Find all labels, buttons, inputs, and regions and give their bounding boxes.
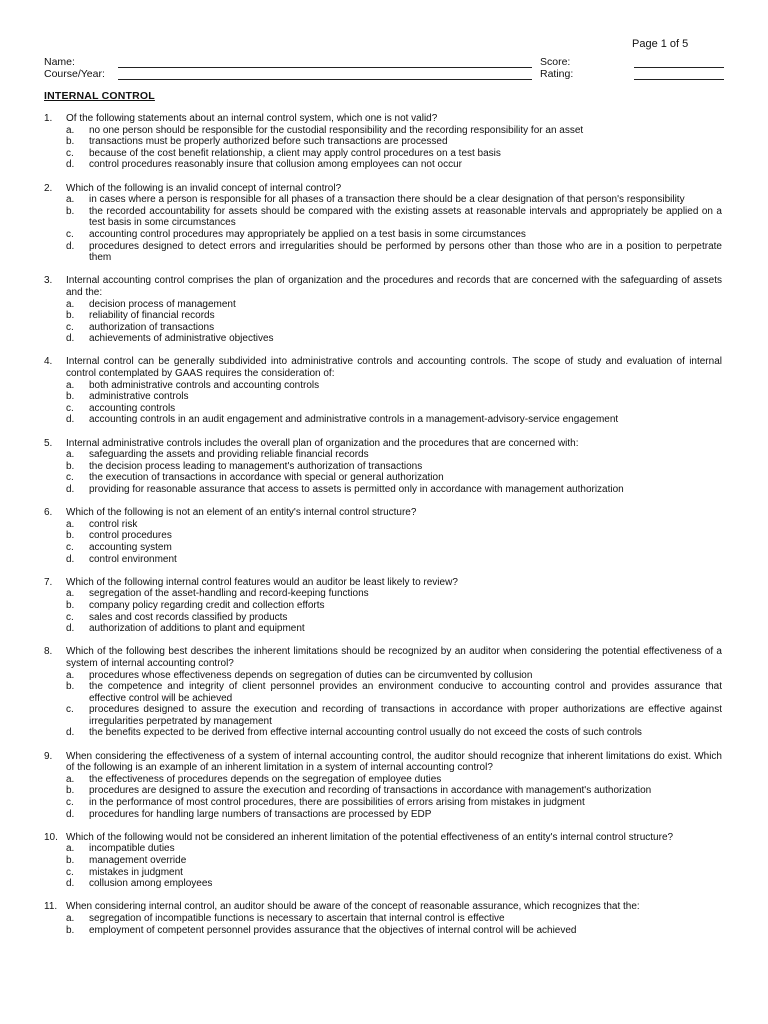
question-stem	[44, 577, 722, 589]
course-year-label: Course/Year:	[44, 68, 105, 80]
option-letter: a.	[66, 298, 75, 310]
option-text: because of the cost benefit relationship, a client may apply control procedures on a test basis	[89, 147, 501, 159]
option-letter: c.	[66, 704, 74, 716]
option-letter: b.	[66, 310, 75, 322]
option-text: authorization of additions to plant and equipment	[89, 623, 305, 635]
option-text: the competence and integrity of client personnel provides an environment conducive to accounting control and provides assurance that effective control will be achieved	[89, 681, 722, 704]
option-letter: d.	[66, 414, 75, 426]
answer-option	[44, 623, 722, 635]
option-text: procedures for handling large numbers of transactions are processed by EDP	[89, 808, 432, 820]
question-stem	[44, 275, 722, 298]
option-letter: b.	[66, 924, 75, 936]
question-text: When considering the effectiveness of a system of internal accounting control, the auditor should recognize that inherent limitations do exist. Which of the following is an example of an inherent limitation in a system of internal accounting control?	[66, 750, 722, 774]
question-9	[44, 751, 722, 821]
option-letter: c.	[66, 402, 74, 414]
question-list	[44, 113, 722, 936]
option-text: both administrative controls and accounting controls	[89, 379, 320, 391]
option-letter: a.	[66, 669, 75, 681]
answer-option	[44, 148, 722, 160]
option-letter: c.	[66, 228, 74, 240]
answer-option	[44, 867, 722, 879]
question-5	[44, 438, 722, 496]
option-letter: d.	[66, 727, 75, 739]
option-letter: a.	[66, 194, 75, 206]
option-letter: c.	[66, 472, 74, 484]
question-number: 2.	[44, 182, 53, 194]
option-text: the benefits expected to be derived from effective internal accounting control usually do not exceed the costs of such controls	[89, 727, 642, 739]
option-letter: b.	[66, 785, 75, 797]
option-text: the decision process leading to management's authorization of transactions	[89, 460, 423, 472]
option-text: company policy regarding credit and collection efforts	[89, 599, 325, 611]
option-text: in cases where a person is responsible for all phases of a transaction there should be a clear designation of that person's responsibility	[89, 194, 685, 206]
option-letter: b.	[66, 460, 75, 472]
answer-option	[44, 136, 722, 148]
question-text: When considering internal control, an auditor should be aware of the concept of reasonable assurance, which recognizes that the:	[66, 901, 640, 913]
question-text: Which of the following best describes the inherent limitations should be recognized by an auditor when considering the potential effectiveness of a system of internal accounting control?	[66, 646, 722, 669]
answer-option	[44, 519, 722, 531]
option-text: control environment	[89, 553, 177, 565]
answer-option	[44, 194, 722, 206]
answer-option	[44, 530, 722, 542]
option-letter: b.	[66, 530, 75, 542]
answer-option	[44, 299, 722, 311]
option-letter: c.	[66, 866, 74, 878]
option-letter: b.	[66, 391, 75, 403]
option-text: achievements of administrative objectives	[89, 333, 274, 345]
answer-option	[44, 774, 722, 786]
answer-option	[44, 681, 722, 704]
answer-option	[44, 159, 722, 171]
option-text: accounting control procedures may appropriately be applied on a test basis in some circumstances	[89, 228, 526, 240]
answer-option	[44, 322, 722, 334]
score-label: Score:	[540, 56, 571, 68]
question-number: 1.	[44, 113, 53, 124]
question-text: Which of the following is not an element of an entity's internal control structure?	[66, 507, 417, 519]
option-letter: a.	[66, 588, 75, 600]
question-2	[44, 183, 722, 264]
option-letter: d.	[66, 878, 75, 890]
question-stem	[44, 832, 722, 844]
question-stem	[44, 646, 722, 669]
option-text: mistakes in judgment	[89, 866, 183, 878]
question-stem	[44, 356, 722, 379]
option-text: providing for reasonable assurance that access to assets is permitted only in accordance with management authorization	[89, 484, 624, 495]
question-number: 7.	[44, 576, 53, 588]
option-text: in the performance of most control procedures, there are possibilities of errors arising from mistakes in judgment	[89, 797, 585, 809]
answer-option	[44, 925, 722, 937]
answer-option	[44, 461, 722, 473]
option-letter: a.	[66, 912, 75, 924]
option-text: decision process of management	[89, 298, 236, 310]
question-text: Which of the following would not be considered an inherent limitation of the potential effectiveness of an entity's internal control structure?	[66, 831, 674, 843]
section-title: INTERNAL CONTROL	[44, 90, 155, 102]
answer-option	[44, 229, 722, 241]
answer-option	[44, 241, 722, 264]
option-text: procedures designed to assure the execution and recording of transactions in accordance with proper authorizations are effective against irregularities perpetrated by management	[89, 704, 722, 727]
answer-option	[44, 380, 722, 392]
name-field[interactable]	[118, 67, 532, 68]
answer-option	[44, 391, 722, 403]
question-number: 11.	[44, 901, 58, 913]
option-text: the execution of transactions in accordance with special or general authorization	[89, 472, 444, 484]
option-text: segregation of incompatible functions is necessary to ascertain that internal control is effective	[89, 912, 505, 924]
question-number: 9.	[44, 750, 53, 762]
option-text: administrative controls	[89, 391, 189, 403]
option-letter: d.	[66, 484, 75, 495]
question-stem	[44, 507, 722, 519]
answer-option	[44, 878, 722, 890]
option-letter: b.	[66, 136, 75, 148]
option-text: transactions must be properly authorized before such transactions are processed	[89, 136, 448, 148]
rating-field[interactable]	[634, 79, 724, 80]
question-text: Internal accounting control comprises the plan of organization and the procedures and records that are concerned with the safeguarding of assets and the:	[66, 275, 722, 298]
option-letter: a.	[66, 379, 75, 391]
question-stem	[44, 751, 722, 774]
option-letter: d.	[66, 159, 75, 171]
question-1	[44, 113, 722, 171]
answer-option	[44, 809, 722, 821]
answer-option	[44, 913, 722, 925]
option-text: authorization of transactions	[89, 321, 215, 333]
option-text: collusion among employees	[89, 878, 213, 890]
option-letter: b.	[66, 205, 75, 217]
option-letter: d.	[66, 623, 75, 635]
option-letter: a.	[66, 124, 75, 136]
question-stem	[44, 901, 722, 913]
option-text: incompatible duties	[89, 843, 175, 855]
question-number: 4.	[44, 356, 53, 368]
question-10	[44, 832, 722, 890]
option-text: accounting system	[89, 541, 172, 553]
answer-option	[44, 785, 722, 797]
option-letter: d.	[66, 808, 75, 820]
option-letter: c.	[66, 147, 74, 159]
question-8	[44, 646, 722, 739]
answer-option	[44, 554, 722, 566]
answer-option	[44, 414, 722, 426]
option-text: control procedures reasonably insure that collusion among employees can not occur	[89, 159, 462, 171]
answer-option	[44, 333, 722, 345]
option-letter: a.	[66, 773, 75, 785]
option-text: accounting controls in an audit engagement and administrative controls in a management-advisory-service engagement	[89, 414, 619, 426]
option-text: management override	[89, 855, 187, 866]
option-letter: d.	[66, 333, 75, 345]
answer-option	[44, 855, 722, 867]
answer-option	[44, 206, 722, 229]
answer-option	[44, 403, 722, 415]
course-year-field[interactable]	[118, 79, 532, 80]
question-11	[44, 901, 722, 936]
option-letter: a.	[66, 449, 75, 461]
rating-label: Rating:	[540, 68, 574, 80]
option-letter: c.	[66, 611, 74, 623]
option-text: the effectiveness of procedures depends on the segregation of employee duties	[89, 773, 442, 785]
answer-option	[44, 125, 722, 137]
option-letter: d.	[66, 240, 75, 252]
answer-option	[44, 600, 722, 612]
question-stem	[44, 438, 722, 450]
option-text: sales and cost records classified by products	[89, 611, 288, 623]
option-letter: b.	[66, 681, 75, 693]
question-6	[44, 507, 722, 565]
option-text: procedures whose effectiveness depends on segregation of duties can be circumvented by collusion	[89, 669, 533, 681]
question-4	[44, 356, 722, 426]
answer-option	[44, 310, 722, 322]
option-text: procedures designed to detect errors and irregularities should be performed by persons other than those who are in a position to perpetrate them	[89, 240, 722, 264]
option-text: no one person should be responsible for the custodial responsibility and the recording responsibility for an asset	[89, 124, 584, 136]
answer-option	[44, 588, 722, 600]
question-3	[44, 275, 722, 345]
answer-option	[44, 727, 722, 739]
answer-option	[44, 670, 722, 682]
question-text: Which of the following internal control features would an auditor be least likely to review?	[66, 576, 458, 588]
option-text: reliability of financial records	[89, 310, 215, 322]
question-text: Which of the following is an invalid concept of internal control?	[66, 182, 342, 194]
question-number: 5.	[44, 437, 53, 449]
option-text: accounting controls	[89, 402, 176, 414]
answer-option	[44, 612, 722, 624]
answer-option	[44, 449, 722, 461]
question-number: 3.	[44, 275, 53, 287]
question-number: 10.	[44, 831, 58, 843]
question-text: Of the following statements about an internal control system, which one is not valid?	[66, 113, 438, 124]
option-letter: b.	[66, 599, 75, 611]
question-number: 6.	[44, 507, 53, 519]
question-stem	[44, 113, 722, 125]
page-number: Page 1 of 5	[632, 38, 689, 50]
option-letter: c.	[66, 541, 74, 553]
option-letter: c.	[66, 797, 74, 809]
option-letter: a.	[66, 518, 75, 530]
option-text: employment of competent personnel provides assurance that the objectives of internal control will be achieved	[89, 924, 577, 936]
option-text: procedures are designed to assure the execution and recording of transactions in accordance with management's authorization	[89, 785, 652, 797]
answer-option	[44, 704, 722, 727]
answer-option	[44, 472, 722, 484]
question-7	[44, 577, 722, 635]
option-letter: c.	[66, 321, 74, 333]
answer-option	[44, 542, 722, 554]
option-text: safeguarding the assets and providing reliable financial records	[89, 449, 369, 461]
answer-option	[44, 797, 722, 809]
answer-option	[44, 484, 722, 496]
option-text: segregation of the asset-handling and record-keeping functions	[89, 588, 369, 600]
question-number: 8.	[44, 646, 53, 658]
option-letter: a.	[66, 843, 75, 855]
score-field[interactable]	[634, 67, 724, 68]
option-text: the recorded accountability for assets should be compared with the existing assets at reasonable intervals and appropriately be applied on a test basis in some circumstances	[89, 205, 722, 229]
question-text: Internal control can be generally subdivided into administrative controls and accounting controls. The scope of study and evaluation of internal control contemplated by GAAS requires the consideration of:	[66, 356, 722, 380]
option-text: control risk	[89, 518, 138, 530]
name-label: Name:	[44, 56, 75, 68]
question-text: Internal administrative controls includes the overall plan of organization and the procedures that are concerned with:	[66, 437, 579, 449]
option-letter: b.	[66, 855, 75, 866]
question-stem	[44, 183, 722, 195]
option-letter: d.	[66, 553, 75, 565]
option-text: control procedures	[89, 530, 172, 542]
answer-option	[44, 843, 722, 855]
